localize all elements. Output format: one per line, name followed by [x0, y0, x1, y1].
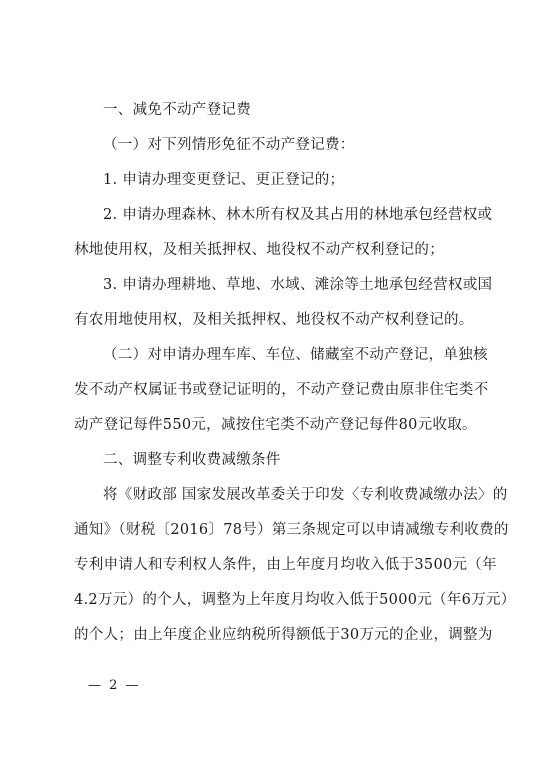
- text-line: （二）对申请办理车库、车位、储藏室不动产登记，单独核: [103, 347, 488, 363]
- text-line: 3. 申请办理耕地、草地、水域、滩涂等土地承包经营权或国: [103, 277, 493, 293]
- text-line: 有农用地使用权，及相关抵押权、地役权不动产权利登记的。: [74, 312, 474, 328]
- text-line: 林地使用权，及相关抵押权、地役权不动产权利登记的；: [74, 242, 444, 258]
- text-line: 发不动产权属证书或登记证明的，不动产登记费由原非住宅类不: [74, 382, 489, 398]
- text-line: 二、调整专利收费减缴条件: [103, 452, 281, 468]
- text-line: 的个人；由上年度企业应纳税所得额低于30万元的企业，调整为: [74, 627, 493, 643]
- page-number: — 2 —: [88, 678, 141, 693]
- text-line: 将《财政部 国家发展改革委关于印发〈专利收费减缴办法〉的: [103, 487, 508, 503]
- text-line: 4.2万元）的个人，调整为上年度月均收入低于5000元（年6万元）: [74, 592, 516, 608]
- text-line: 2. 申请办理森林、林木所有权及其占用的林地承包经营权或: [103, 207, 493, 223]
- text-line: 通知》（财税〔2016〕78号）第三条规定可以申请减缴专利收费的: [74, 522, 509, 538]
- text-line: （一）对下列情形免征不动产登记费：: [103, 137, 355, 153]
- text-line: 一、减免不动产登记费: [103, 102, 251, 118]
- text-line: 专利申请人和专利权人条件，由上年度月均收入低于3500元（年: [74, 557, 497, 573]
- text-line: 动产登记每件550元，减按住宅类不动产登记每件80元收取。: [74, 417, 477, 433]
- body-text: [74, 93, 516, 653]
- text-line: 1. 申请办理变更登记、更正登记的；: [103, 172, 345, 188]
